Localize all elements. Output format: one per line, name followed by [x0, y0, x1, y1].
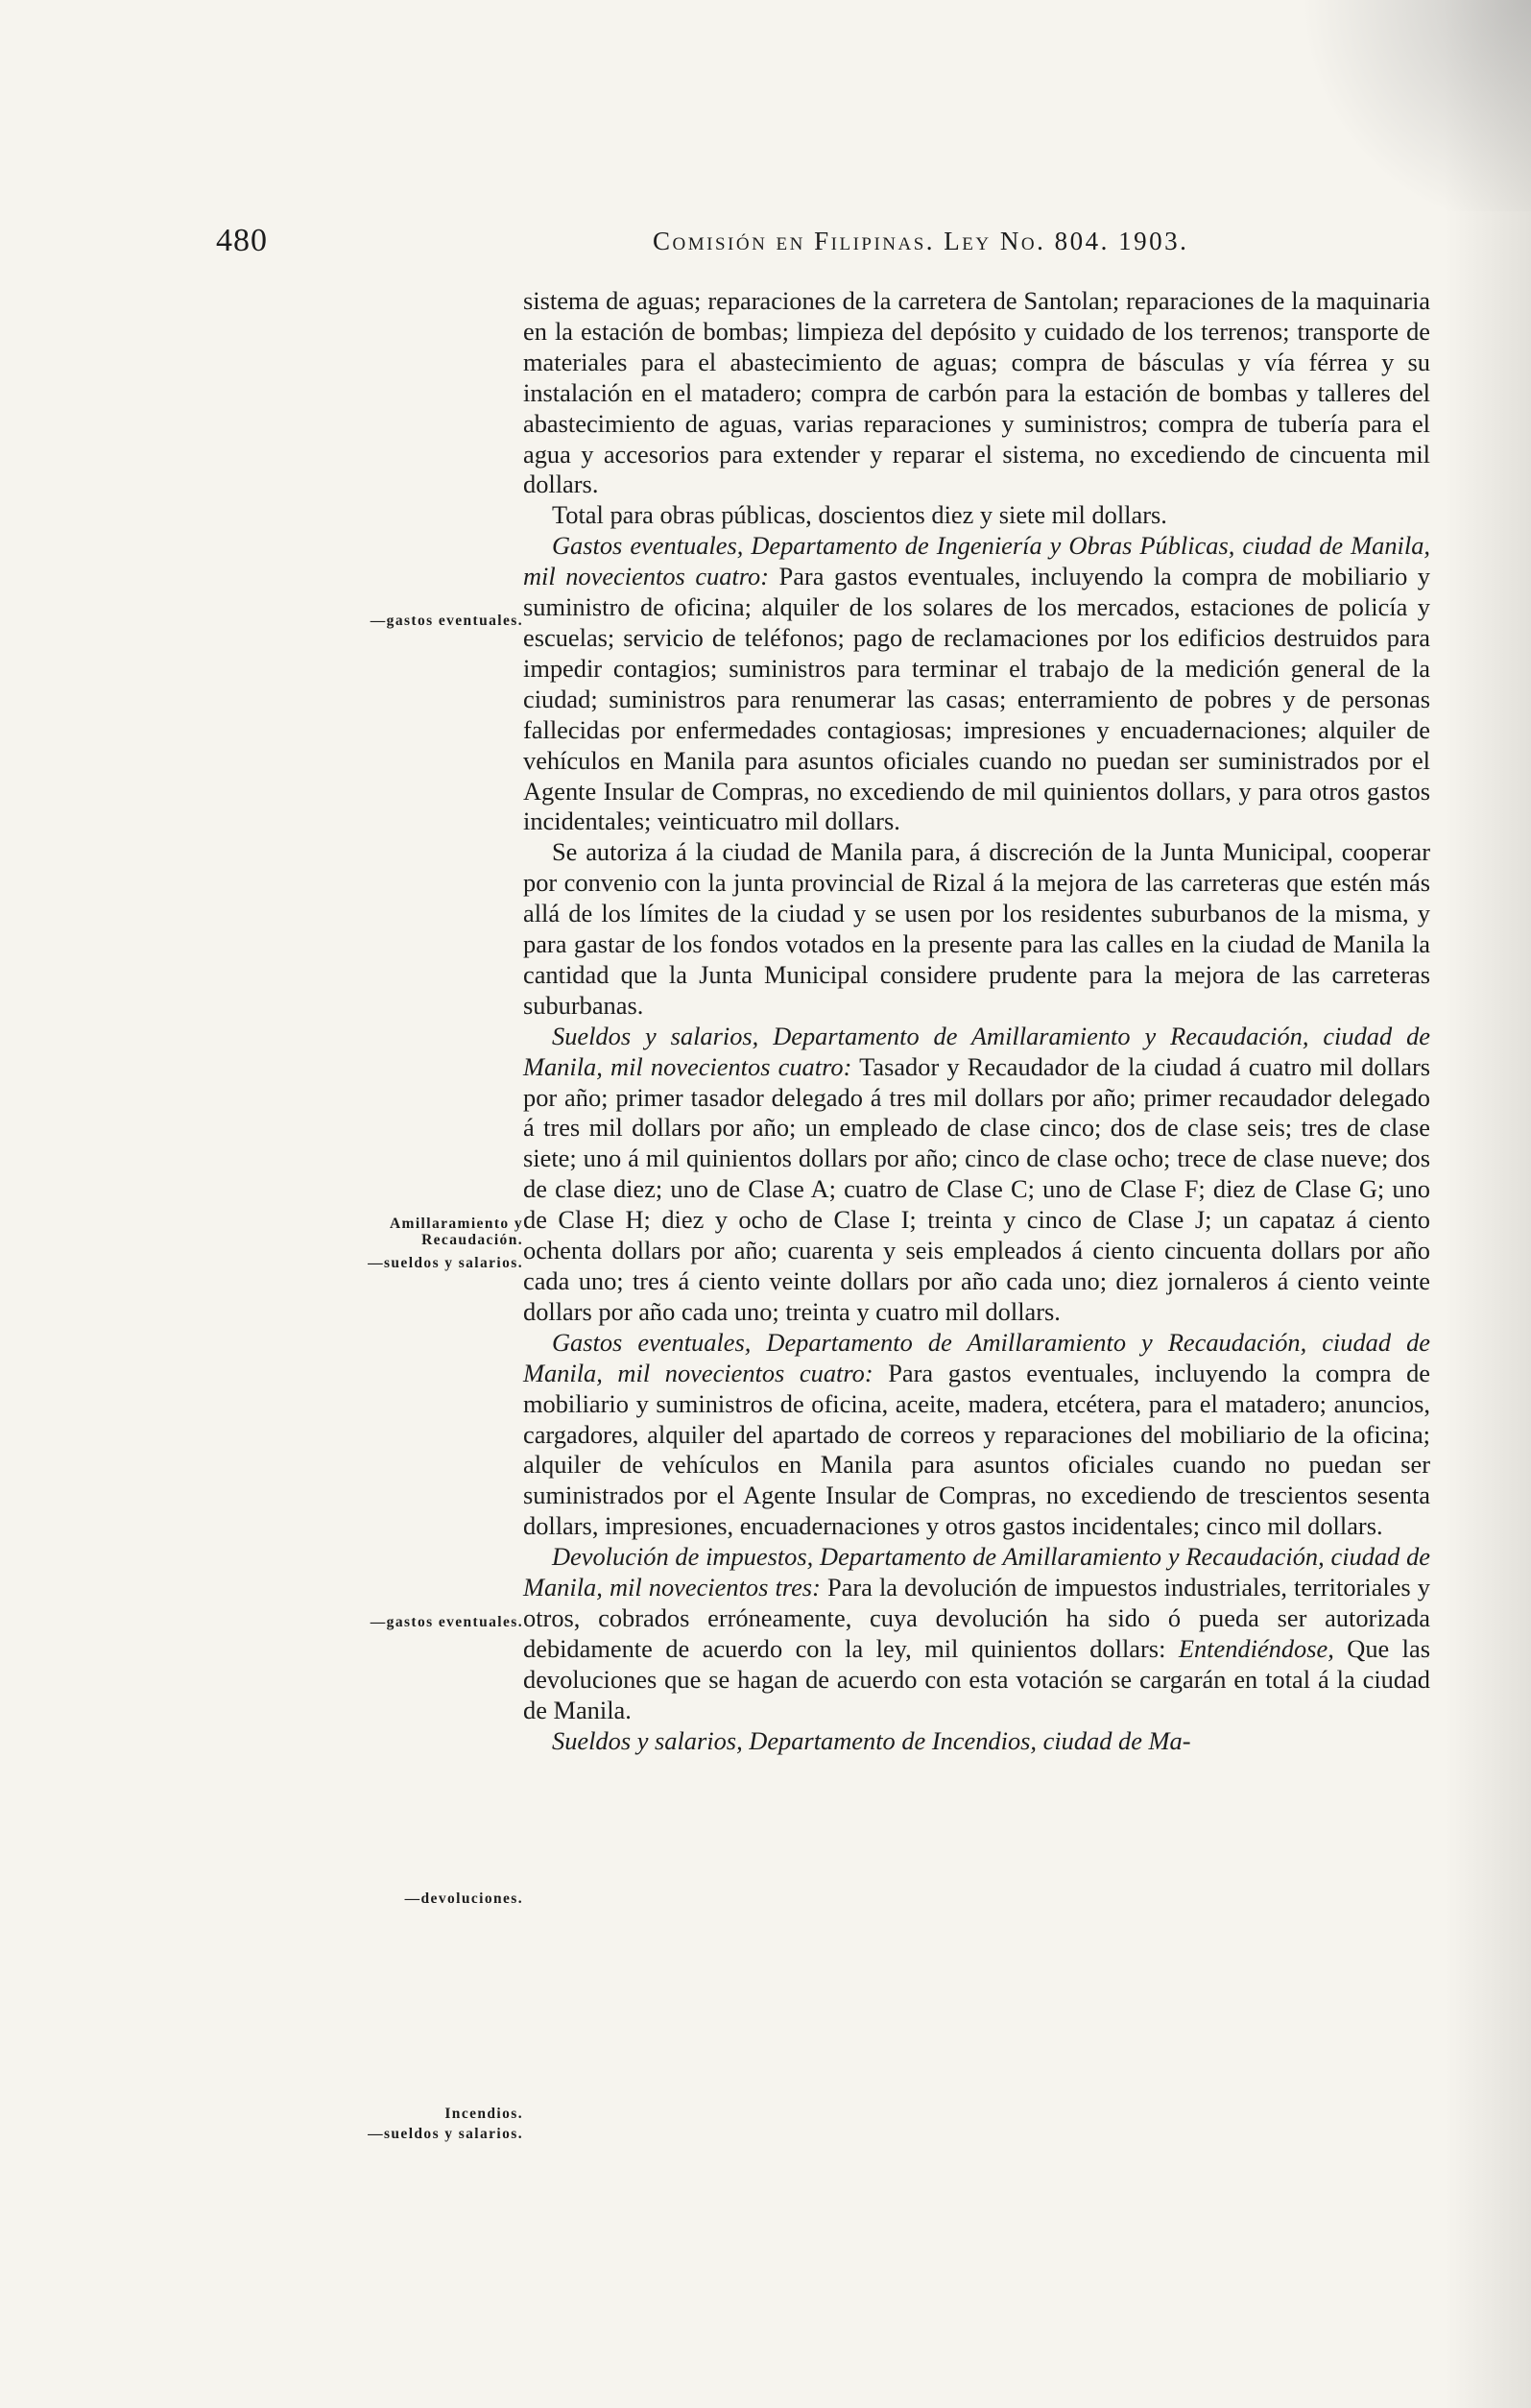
- scan-corner-shadow: [1281, 0, 1531, 211]
- margin-note-gastos-eventuales-2: —gastos eventuales.: [370, 1614, 523, 1630]
- margin-note-amillaramiento: Amillaramiento y Recaudación.: [389, 1216, 523, 1248]
- heading-devolucion: Devolución de impuestos, Departamento de Amillaramiento y Recaudación, ciudad de Manila, mil novecientos tres:: [523, 1542, 1430, 1602]
- paragraph-gastos-ingenieria: [523, 531, 1430, 837]
- running-head: Comisión en Filipinas. Ley No. 804. 1903.: [653, 227, 1189, 255]
- emphasis-entendiendose: Entendiéndose,: [1178, 1633, 1334, 1663]
- margin-note-devoluciones: —devoluciones.: [404, 1890, 523, 1907]
- page-number: 480: [216, 223, 268, 258]
- heading-sueldos-incendios: Sueldos y salarios, Departamento de Incendios, ciudad de Ma-: [552, 1725, 1191, 1755]
- text-sueldos-amillaramiento: Tasador y Recaudador de la ciudad á cuatro mil dollars por año; primer tasador delegado á tres mil dollars por año; primer recaudador delegado á tres mil dollars por año; un empleado de clase cinco; dos de clase seis; tres de clase siete; uno á mil quinientos dollars por año; cinco de clase ocho; trece de clase nueve; dos de clase diez; uno de Clase A; cuatro de Clase C; uno de Clase F; diez de Clase G; uno de Clase H; diez y ocho de Clase I; treinta y cinco de Clase J; un capataz á ciento ochenta dollars por año; cuarenta y seis empleados á ciento cincuenta dollars por año cada uno; tres á ciento veinte dollars por año cada uno; diez jornaleros á ciento veinte dollars por año cada uno; treinta y cuatro mil dollars.: [523, 1051, 1430, 1326]
- heading-sueldos-amillaramiento: Sueldos y salarios, Departamento de Amillaramiento y Recaudación, ciudad de Manila, mil novecientos cuatro:: [523, 1021, 1430, 1081]
- margin-note-gastos-eventuales-1: —gastos eventuales.: [370, 613, 523, 629]
- text-devolucion-1: Para la devolución de impuestos industriales, territoriales y otros, cobrados erróneamente, cuya devolución ha sido ó pueda ser autorizada debidamente de acuerdo con la ley, mil quinientos dollars:: [523, 1573, 1430, 1663]
- paragraph-sueldos-amillaramiento: [523, 1022, 1430, 1328]
- heading-gastos-amillaramiento: Gastos eventuales, Departamento de Amillaramiento y Recaudación, ciudad de Manila, mil novecientos cuatro:: [523, 1327, 1430, 1387]
- paragraph-total: Total para obras públicas, doscientos diez y siete mil dollars.: [552, 500, 1167, 530]
- paragraph-1: sistema de aguas; reparaciones de la carretera de Santolan; reparaciones de la maquinaria en la estación de bombas; limpieza del depósito y cuidado de los terrenos; transporte de materiales para el abastecimiento de aguas; compra de básculas y vía férrea y su instalación en el matadero; compra de carbón para la estación de bombas y talleres del abastecimiento de aguas, varias reparaciones y suministros; compra de tubería para el agua y accesorios para extender y reparar el sistema, no excediendo de cincuenta mil dollars.: [523, 286, 1430, 499]
- margin-note-sueldos-salarios-1: —sueldos y salarios.: [368, 1255, 523, 1271]
- paragraph-devolucion: [523, 1542, 1430, 1725]
- paragraph-gastos-amillaramiento: [523, 1328, 1430, 1542]
- page-header: [216, 223, 1315, 265]
- margin-note-incendios: Incendios.: [444, 2106, 523, 2122]
- text-devolucion-2: Que las devoluciones que se hagan de acuerdo con esta votación se cargarán en total á la ciudad de Manila.: [523, 1633, 1430, 1724]
- text-gastos-ingenieria: Para gastos eventuales, incluyendo la compra de mobiliario y suministro de oficina; alquiler de los solares de los mercados, estaciones de policía y escuelas; servicio de teléfonos; pago de reclamaciones por los edificios destruidos para impedir contagios; suministros para terminar el trabajo de la medición general de la ciudad; suministros para renumerar las casas; enterramiento de pobres y de personas fallecidas por enfermedades contagiosas; impresiones y encuadernaciones; alquiler de vehículos en Manila para asuntos oficiales cuando no puedan ser suministrados por el Agente Insular de Compras, no excediendo de mil quinientos dollars, y para otros gastos incidentales; veinticuatro mil dollars.: [523, 562, 1430, 836]
- paragraph-sueldos-incendios: [523, 1726, 1430, 1757]
- page-edge-shadow: [1445, 0, 1531, 2408]
- paragraph-autorizacion: Se autoriza á la ciudad de Manila para, á discreción de la Junta Municipal, cooperar por convenio con la junta provincial de Rizal á la mejora de las carreteras que estén más allá de los límites de la ciudad y se usen por los residentes suburbanos de la misma, y para gastar de los fondos votados en la presente para las calles en la ciudad de Manila la cantidad que la Junta Municipal considere prudente para la mejora de las carreteras suburbanas.: [523, 837, 1430, 1020]
- body-text: [523, 286, 1430, 1757]
- margin-note-sueldos-salarios-2: —sueldos y salarios.: [368, 2126, 523, 2142]
- heading-gastos-ingenieria: Gastos eventuales, Departamento de Ingeniería y Obras Públicas, ciudad de Manila, mil novecientos cuatro:: [523, 531, 1430, 591]
- text-gastos-amillaramiento: Para gastos eventuales, incluyendo la compra de mobiliario y suministros de oficina, aceite, madera, etcétera, para el matadero; anuncios, cargadores, alquiler del apartado de correos y reparaciones del mobiliario de la oficina; alquiler de vehículos en Manila para asuntos oficiales cuando no puedan ser suministrados por el Agente Insular de Compras, no excediendo de trescientos sesenta dollars, impresiones, encuadernaciones y otros gastos incidentales; cinco mil dollars.: [523, 1358, 1430, 1541]
